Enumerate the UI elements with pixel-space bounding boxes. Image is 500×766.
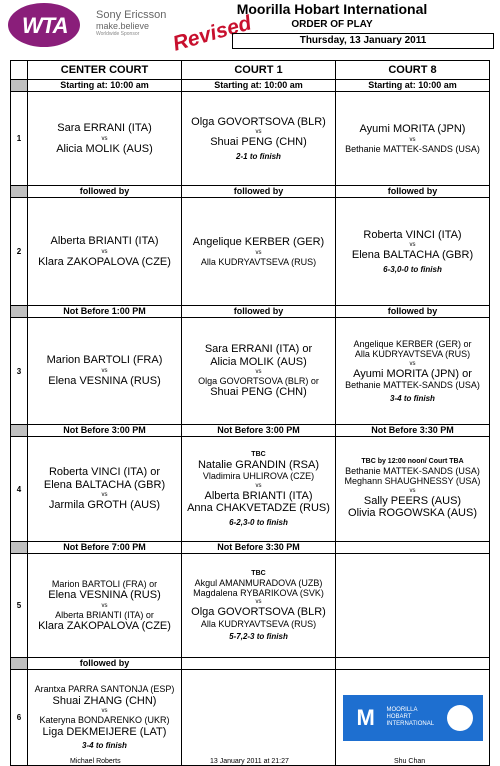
match-row [11,318,490,425]
order-of-play-table [10,60,490,766]
player-two-alt: Liga DEKMEIJERE (LAT) [42,725,167,738]
player-two: Shuai PENG (CHN) [210,136,307,149]
score-note: 2-1 to finish [236,152,281,162]
match [28,354,181,387]
tbc-note: TBC [251,569,266,577]
australian-open-emblem [447,705,473,731]
logo-text: MOORILLA HOBART INTERNATIONAL [386,706,435,727]
player-two-alt: Alla KUDRYAVTSEVA (RUS) [200,618,317,629]
match-row [11,92,490,186]
match [182,570,335,642]
tournament-logo [343,695,483,741]
versus-label: vs [255,249,262,256]
player-one: Roberta VINCI (ITA) [363,228,462,241]
player-one-alt: Alicia MOLIK (AUS) [210,355,307,368]
start-time: Not Before 3:00 PM [182,425,336,437]
player-one: Sara ERRANI (ITA) or [204,342,313,355]
versus-label: vs [409,136,416,143]
player-one: Alberta BRIANTI (ITA) [50,234,159,247]
player-two: Alberta BRIANTI (ITA) [204,489,313,502]
match-cell [28,92,182,186]
match [182,343,335,399]
match-cell [336,92,490,186]
player-two-alt: Shuai PENG (CHN) [210,386,307,399]
player-one-alt: Magdalena RYBARIKOVA (SVK) [193,587,324,598]
match [28,579,181,633]
footer-referee: Michael Roberts [70,758,121,765]
player-two-alt: Klara ZAKOPALOVA (CZE) [38,619,171,632]
start-time [336,658,490,670]
match-row [11,670,490,766]
match [28,122,181,155]
match [336,123,489,154]
player-one-alt: Alla KUDRYAVTSEVA (RUS) [354,349,471,360]
player-two: Kateryna BONDARENKO (UKR) [39,715,170,726]
court-header-row [11,61,490,80]
time-row-marker [11,80,28,92]
match-number: 1 [11,92,28,186]
player-one: Roberta VINCI (ITA) or [48,466,161,479]
match-cell [28,554,182,658]
versus-label: vs [255,599,262,606]
player-two: Ayumi MORITA (JPN) or [353,367,472,380]
player-one: Arantxa PARRA SANTONJA (ESP) [34,684,175,695]
start-time: Starting at: 10:00 am [182,80,336,92]
versus-label: vs [409,360,416,367]
player-one: Natalie GRANDIN (RSA) [197,458,320,471]
match-cell [182,670,336,766]
start-time: followed by [182,306,336,318]
match [336,695,489,741]
start-time: Not Before 7:00 PM [28,542,182,554]
time-row-marker [11,306,28,318]
tbc-note: TBC [251,450,266,458]
player-two: Klara ZAKOPALOVA (CZE) [38,255,171,268]
versus-label: vs [101,492,108,499]
versus-label: vs [409,487,416,494]
player-one: Ayumi MORITA (JPN) [359,123,466,135]
match-cell [28,437,182,542]
player-two-alt: Anna CHAKVETADZE (RUS) [187,502,330,515]
tbc-note: TBC by 12:00 noon/ Court TBA [361,457,464,465]
versus-label: vs [255,482,262,489]
time-row-marker [11,658,28,670]
wta-logo [8,3,80,47]
sponsor-tagline: make.believe [96,21,150,31]
match [182,236,335,267]
player-two: Olga GOVORTSOVA (BLR) [191,606,326,619]
start-time: Not Before 3:30 PM [182,542,336,554]
start-time: Not Before 1:00 PM [28,306,182,318]
match-cell [28,198,182,306]
time-row-marker [11,542,28,554]
match-cell [182,437,336,542]
corner-cell [11,61,28,80]
player-one: Sara ERRANI (ITA) [57,121,152,134]
tournament-title: Moorilla Hobart International [236,1,428,17]
start-time: Not Before 3:00 PM [28,425,182,437]
time-row [11,425,490,437]
versus-label: vs [255,129,262,136]
versus-label: vs [255,369,262,376]
score-note: 6-2,3-0 to finish [229,518,288,528]
time-row-marker [11,425,28,437]
revised-stamp: Revised [170,11,255,56]
versus-label: vs [409,242,416,249]
versus-label: vs [101,368,108,374]
time-row [11,658,490,670]
player-two: Sally PEERS (AUS) [363,494,462,507]
match-number: 3 [11,318,28,425]
wta-logo-text: WTA [22,13,68,38]
match-cell [182,92,336,186]
player-one: Marion BARTOLI (FRA) [46,354,163,367]
player-one: Akgul AMANMURADOVA (UZB) [194,577,323,588]
match-number: 5 [11,554,28,658]
player-two: Alla KUDRYAVTSEVA (RUS) [200,256,317,267]
match [336,458,489,520]
player-two: Bethanie MATTEK-SANDS (USA) [345,143,480,154]
player-two-alt: Bethanie MATTEK-SANDS (USA) [345,380,480,391]
match-number: 2 [11,198,28,306]
start-time: Starting at: 10:00 am [28,80,182,92]
page-header [0,0,500,56]
match [28,684,181,750]
footer-timestamp: 13 January 2011 at 21:27 [210,758,289,765]
player-one: Angelique KERBER (GER) or [353,339,472,350]
start-time: Starting at: 10:00 am [336,80,490,92]
player-one: Angelique KERBER (GER) [192,236,325,248]
schedule-date: Thursday, 13 January 2011 [232,33,494,49]
time-row [11,306,490,318]
player-two: Elena BALTACHA (GBR) [351,249,474,262]
match [182,451,335,528]
match-row [11,437,490,542]
start-time: followed by [28,658,182,670]
schedule-body [11,80,490,766]
sponsor-logo [96,9,178,37]
time-row [11,186,490,198]
match-cell [336,437,490,542]
order-of-play-title: ORDER OF PLAY [291,19,373,30]
match-row [11,198,490,306]
footer-supervisor: Shu Chan [394,758,426,765]
time-row-marker [11,186,28,198]
sponsor-name: Sony Ericsson [96,9,167,21]
versus-label: vs [101,602,108,609]
court-header: COURT 1 [182,61,336,80]
match-cell [182,318,336,425]
match-cell [336,198,490,306]
match-cell [336,554,490,658]
match [28,235,181,268]
match-cell [182,554,336,658]
player-one-alt: Vladimira UHLIROVA (CZE) [202,471,315,482]
player-one-alt: Meghann SHAUGHNESSY (USA) [344,476,481,487]
match-cell [336,318,490,425]
match-cell [182,198,336,306]
match-cell [28,318,182,425]
match [28,466,181,512]
sponsor-small: Worldwide Sponsor [96,31,140,37]
match [336,229,489,274]
match-number: 4 [11,437,28,542]
match-cell [28,670,182,766]
time-row [11,80,490,92]
player-one: Marion BARTOLI (FRA) or [51,578,158,589]
logo-mark: M [356,704,375,730]
player-two: Jarmila GROTH (AUS) [48,499,161,512]
match-cell [336,670,490,766]
score-note: 3-4 to finish [82,741,127,751]
player-two: Alicia MOLIK (AUS) [56,142,153,155]
player-one: Olga GOVORTSOVA (BLR) [191,115,326,128]
versus-label: vs [101,708,108,715]
score-note: 3-4 to finish [390,393,435,403]
score-note: 5-7,2-3 to finish [229,632,288,642]
start-time: followed by [182,186,336,198]
start-time: followed by [336,186,490,198]
match-number: 6 [11,670,28,766]
start-time [182,658,336,670]
player-one-alt: Elena BALTACHA (GBR) [43,478,166,491]
player-one-alt: Shuai ZHANG (CHN) [52,694,157,707]
player-two-alt: Olivia ROGOWSKA (AUS) [348,507,477,520]
court-header: COURT 8 [336,61,490,80]
start-time: Not Before 3:30 PM [336,425,490,437]
time-row [11,542,490,554]
start-time: followed by [336,306,490,318]
player-one-alt: Elena VESNINA (RUS) [48,588,161,601]
player-two: Alberta BRIANTI (ITA) or [55,609,154,620]
versus-label: vs [101,135,108,142]
match-row [11,554,490,658]
player-one: Bethanie MATTEK-SANDS (USA) [345,466,480,477]
match [336,339,489,403]
score-note: 6-3,0-0 to finish [383,265,442,275]
match [182,116,335,161]
versus-label: vs [101,248,108,255]
start-time: followed by [28,186,182,198]
player-two: Olga GOVORTSOVA (BLR) or [198,376,319,387]
player-two: Elena VESNINA (RUS) [48,375,161,387]
start-time [336,542,490,554]
court-header: CENTER COURT [28,61,182,80]
